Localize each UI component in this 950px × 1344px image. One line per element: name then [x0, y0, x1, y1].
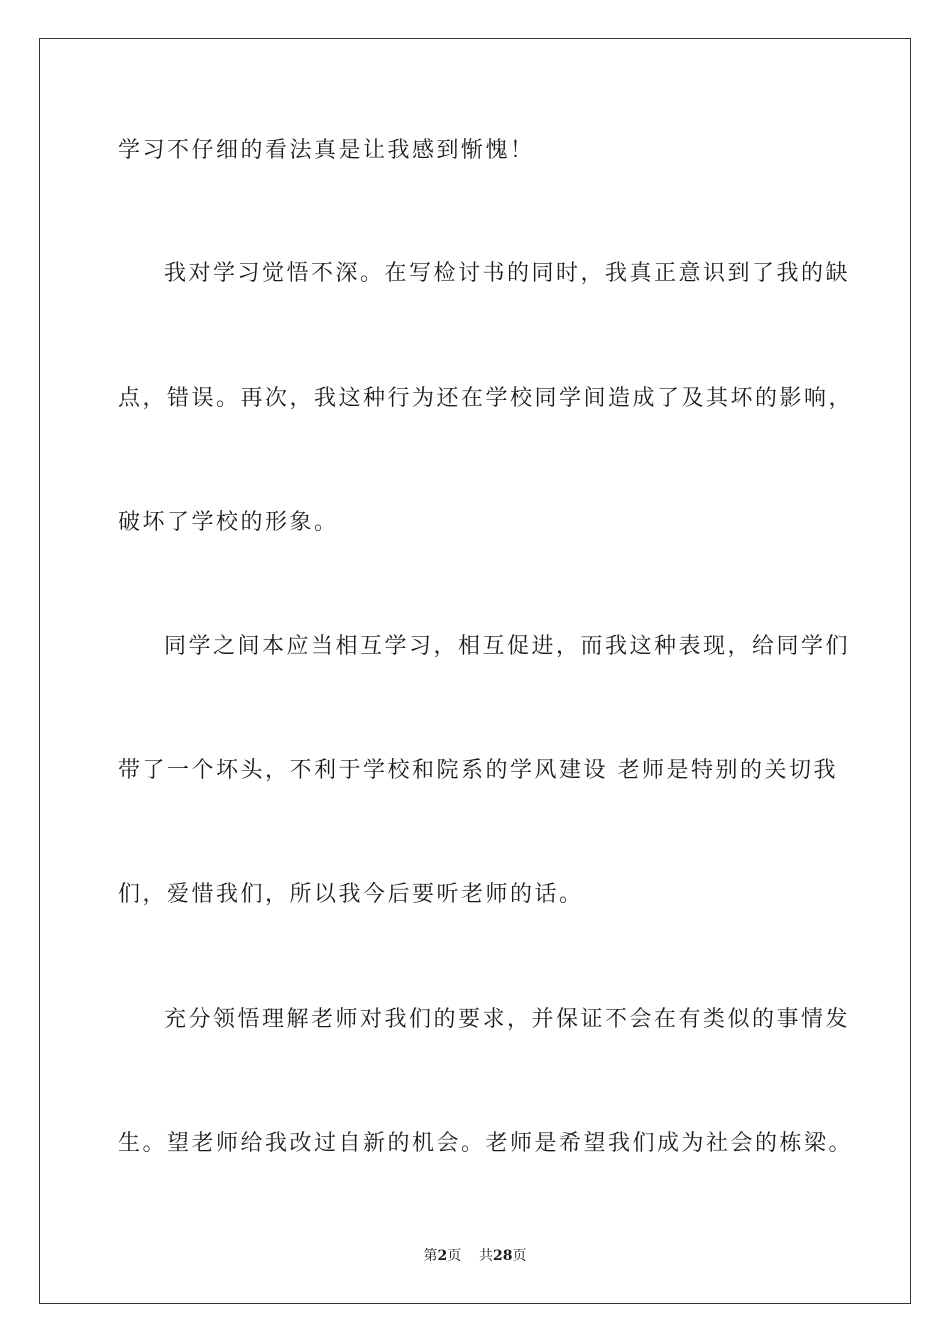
page-suffix: 页 — [447, 1248, 462, 1264]
total-suffix: 页 — [512, 1248, 527, 1264]
text-line-6: 带了一个坏头，不利于学校和院系的学风建设 老师是特别的关切我 — [118, 758, 838, 783]
text-line-1: 学习不仔细的看法真是让我感到惭愧！ — [118, 138, 535, 163]
text-line-7: 们，爱惜我们，所以我今后要听老师的话。 — [118, 882, 584, 907]
text-line-9: 生。望老师给我改过自新的机会。老师是希望我们成为社会的栋梁。 — [118, 1131, 854, 1156]
text-line-8: 充分领悟理解老师对我们的要求，并保证不会在有类似的事情发 — [164, 1007, 851, 1032]
text-line-5: 同学之间本应当相互学习，相互促进，而我这种表现，给同学们 — [164, 634, 851, 659]
text-line-4: 破坏了学校的形象。 — [118, 510, 339, 535]
total-prefix: 共 — [479, 1248, 494, 1264]
text-line-3: 点，错误。再次，我这种行为还在学校同学间造成了及其坏的影响， — [118, 386, 854, 411]
text-line-2: 我对学习觉悟不深。在写检讨书的同时，我真正意识到了我的缺 — [164, 261, 851, 286]
page-frame — [39, 38, 911, 1304]
total-pages: 28 — [493, 1248, 513, 1264]
page-prefix: 第 — [423, 1248, 438, 1264]
page-number: 2 — [437, 1248, 448, 1264]
page-footer — [0, 1246, 950, 1266]
